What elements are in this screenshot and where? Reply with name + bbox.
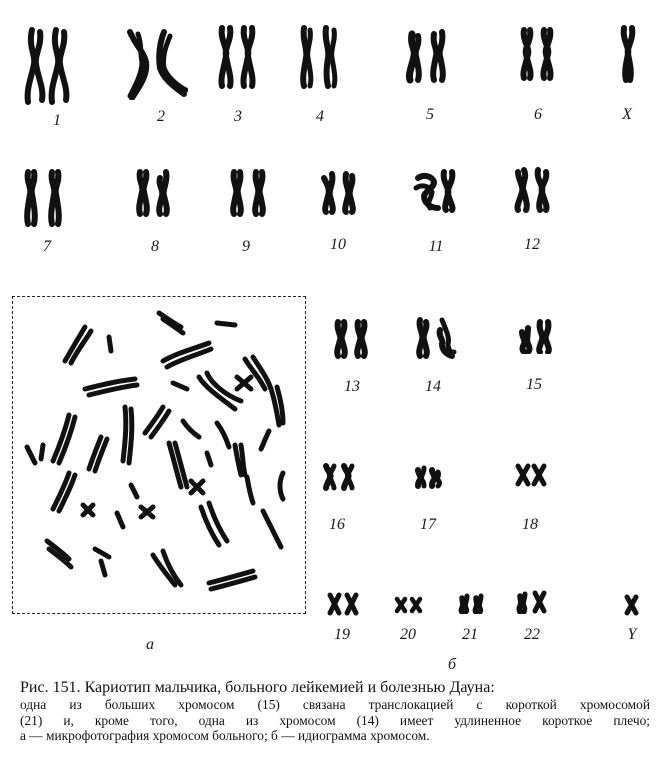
chromosome-pair-4	[296, 24, 346, 90]
chromosome-y	[624, 594, 640, 616]
pair-label-22: 22	[524, 626, 540, 643]
chromosome-pair-1	[18, 26, 78, 106]
pair-label-10: 10	[330, 236, 346, 253]
pair-label-16: 16	[329, 516, 345, 533]
chromosome-pair-3	[214, 24, 264, 90]
metaphase-chromosomes	[13, 297, 305, 613]
chromosome-pair-2	[124, 28, 188, 100]
panel-label-b: б	[447, 656, 457, 673]
pair-label-8: 8	[151, 238, 159, 255]
caption-line-3: (21) и, кроме того, одна из хромосом (14) имеет удлиненное короткое плечо;	[20, 712, 650, 728]
caption-title: Рис. 151. Кариотип мальчика, больного лейкемией и болезнью Дауна:	[20, 679, 495, 696]
chromosome-pair-6	[516, 26, 560, 82]
pair-label-13: 13	[344, 378, 360, 395]
pair-label-1: 1	[53, 112, 61, 129]
pair-label-3: 3	[234, 108, 242, 125]
pair-label-19: 19	[334, 626, 350, 643]
pair-label-2: 2	[157, 108, 165, 125]
pair-label-4: 4	[316, 108, 324, 125]
pair-label-x: X	[622, 106, 632, 123]
chromosome-pair-10	[318, 170, 362, 216]
chromosome-pair-5	[402, 28, 454, 84]
chromosome-pair-13	[330, 318, 374, 360]
chromosome-pair-19	[326, 592, 360, 616]
pair-label-18: 18	[522, 516, 538, 533]
chromosome-x	[618, 24, 640, 84]
pair-label-5: 5	[426, 106, 434, 123]
pair-label-12: 12	[524, 236, 540, 253]
chromosome-pair-7	[20, 168, 70, 228]
chromosome-pair-14	[412, 316, 458, 360]
caption-line-2: одна из больших хромосом (15) связана транслокацией с короткой хромосомой	[20, 697, 650, 712]
pair-label-20: 20	[400, 626, 416, 643]
chromosome-pair-18	[514, 462, 548, 488]
caption-line-4: а — микрофотография хромосом больного; б — идиограмма хромосом.	[20, 728, 430, 743]
pair-label-y: Y	[627, 626, 637, 643]
metaphase-micrograph	[12, 296, 306, 614]
pair-label-14: 14	[425, 378, 441, 395]
panel-label-a: а	[146, 636, 154, 653]
pair-label-7: 7	[43, 238, 51, 255]
chromosome-pair-8	[132, 168, 174, 218]
figure-caption	[20, 678, 650, 744]
chromosome-pair-15	[516, 318, 556, 354]
chromosome-pair-11	[412, 168, 464, 214]
chromosome-pair-17	[412, 464, 444, 490]
pair-label-21: 21	[462, 626, 478, 643]
pair-label-9: 9	[242, 238, 250, 255]
chromosome-pair-9	[226, 168, 272, 218]
chromosome-pair-21	[456, 592, 488, 614]
pair-label-11: 11	[428, 238, 444, 255]
chromosome-pair-16	[320, 462, 358, 492]
chromosome-pair-20	[394, 596, 424, 614]
pair-label-6: 6	[534, 106, 542, 123]
chromosome-pair-22	[514, 590, 550, 614]
chromosome-pair-12	[510, 166, 556, 214]
pair-label-15: 15	[526, 376, 542, 393]
pair-label-17: 17	[420, 516, 436, 533]
